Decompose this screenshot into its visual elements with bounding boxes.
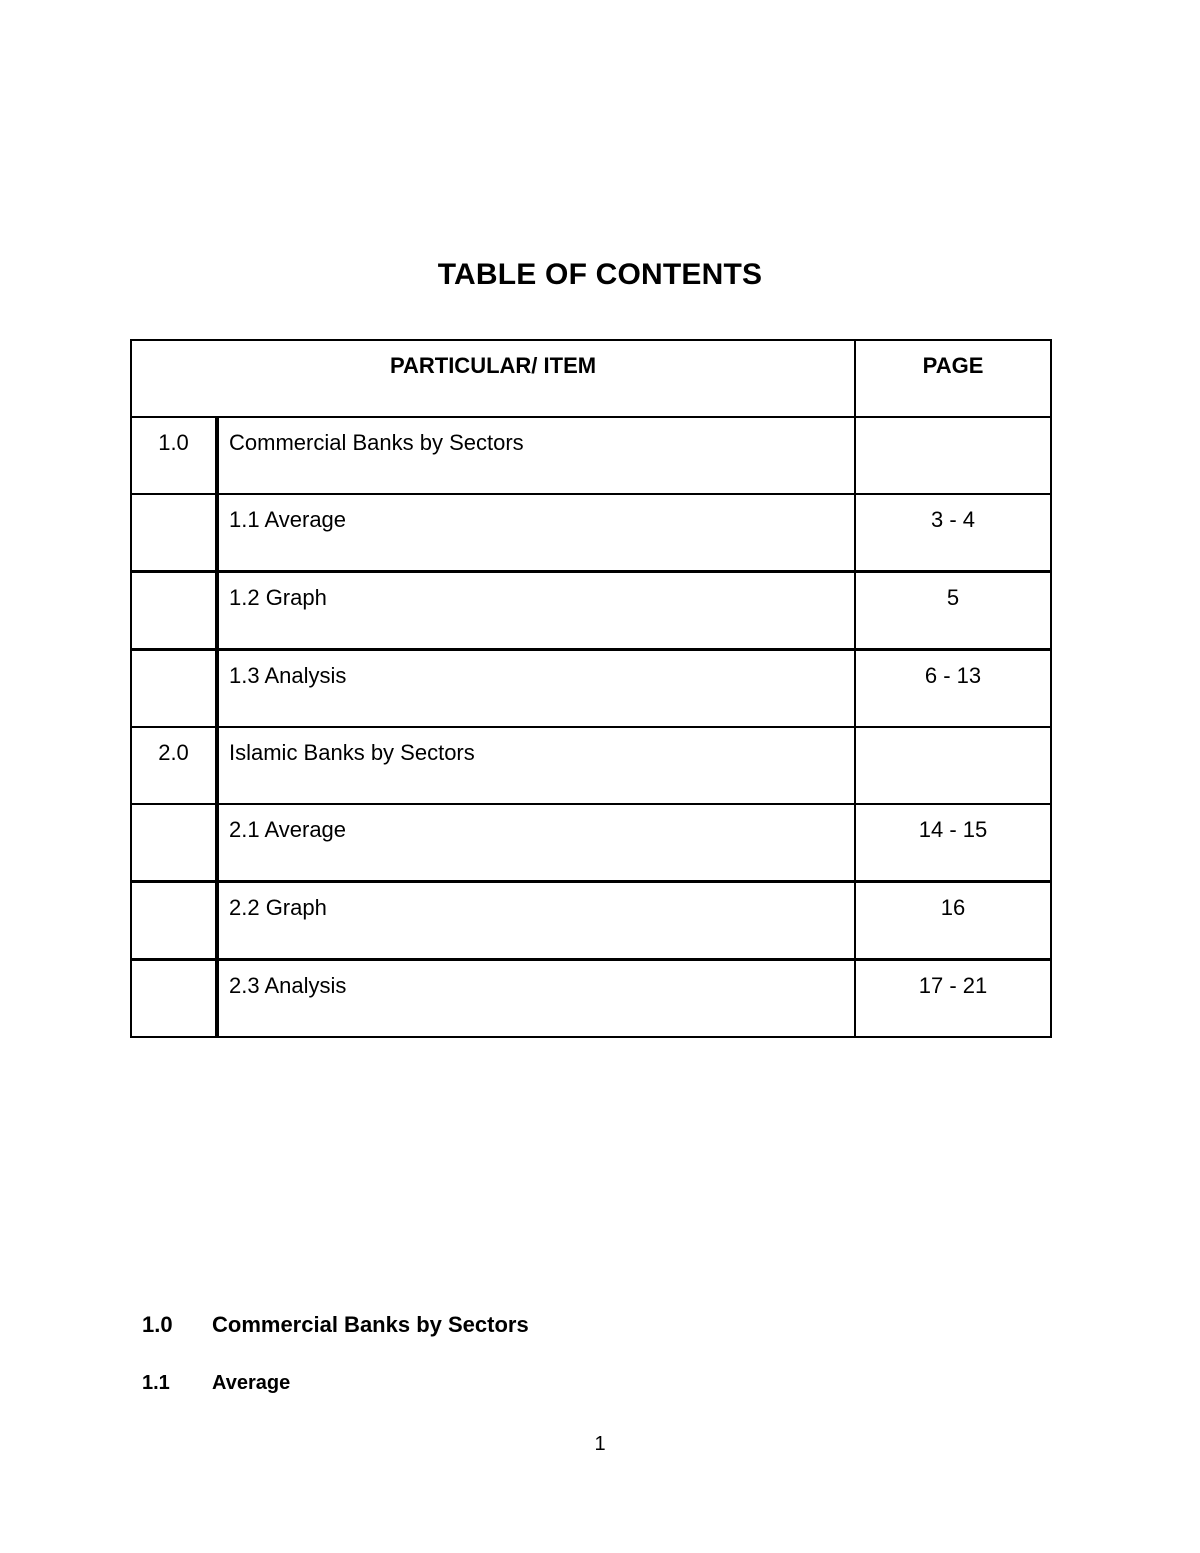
row-page	[855, 417, 1051, 494]
row-item: 1.1 Average	[217, 494, 855, 572]
header-particular-item: PARTICULAR/ ITEM	[131, 340, 855, 417]
page-title: TABLE OF CONTENTS	[437, 258, 763, 291]
table-row	[131, 727, 1051, 804]
row-page: 17 - 21	[855, 960, 1051, 1038]
table-row	[131, 882, 1051, 960]
row-item: 2.3 Analysis	[217, 960, 855, 1038]
row-item: 2.1 Average	[217, 804, 855, 882]
row-page: 14 - 15	[855, 804, 1051, 882]
subsection-number: 1.1	[142, 1372, 170, 1394]
row-item: Islamic Banks by Sectors	[217, 727, 855, 804]
row-item: 1.2 Graph	[217, 572, 855, 650]
row-item: Commercial Banks by Sectors	[217, 417, 855, 494]
row-number	[131, 650, 217, 728]
row-item: 2.2 Graph	[217, 882, 855, 960]
row-page: 16	[855, 882, 1051, 960]
table-of-contents	[130, 339, 1052, 1038]
table-row	[131, 417, 1051, 494]
table-row	[131, 650, 1051, 728]
subsection-heading	[142, 1372, 290, 1395]
row-number	[131, 572, 217, 650]
table-row	[131, 572, 1051, 650]
subsection-title: Average	[212, 1372, 291, 1394]
row-page: 5	[855, 572, 1051, 650]
page-number: 1	[594, 1433, 606, 1455]
table-row	[131, 804, 1051, 882]
table-row	[131, 960, 1051, 1038]
section-heading	[142, 1312, 529, 1338]
row-number	[131, 882, 217, 960]
section-title: Commercial Banks by Sectors	[212, 1312, 529, 1337]
table-header-row	[131, 340, 1051, 417]
row-number: 1.0	[131, 417, 217, 494]
row-page: 6 - 13	[855, 650, 1051, 728]
row-item: 1.3 Analysis	[217, 650, 855, 728]
table-row	[131, 494, 1051, 572]
row-number	[131, 804, 217, 882]
row-number	[131, 960, 217, 1038]
section-number: 1.0	[142, 1312, 173, 1337]
row-page	[855, 727, 1051, 804]
row-number: 2.0	[131, 727, 217, 804]
row-number	[131, 494, 217, 572]
header-page: PAGE	[855, 340, 1051, 417]
row-page: 3 - 4	[855, 494, 1051, 572]
